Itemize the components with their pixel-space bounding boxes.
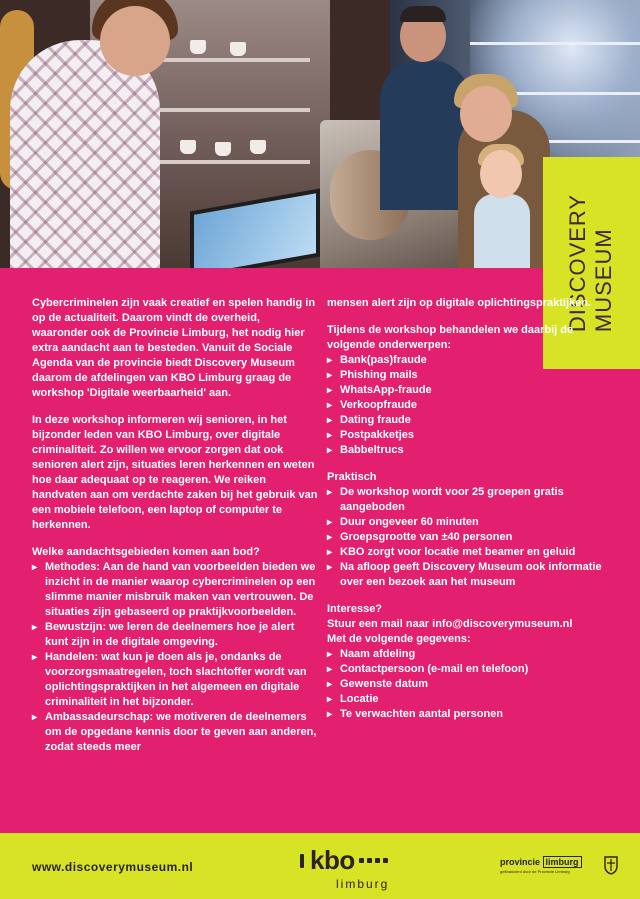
kbo-wordmark: kbo: [310, 845, 355, 875]
badge-line-2: MUSEUM: [591, 228, 617, 333]
focus-item: ▸ Bewustzijn: we leren de deelnemers hoe je alert kunt zijn in de digitale omgeving.: [32, 620, 318, 650]
topic-item: ▸ Verkoopfraude: [327, 398, 602, 413]
teacup: [190, 40, 206, 54]
detail-item: ▸ Locatie: [327, 692, 602, 707]
kbo-logo: [300, 847, 420, 893]
teacup: [250, 140, 266, 154]
kbo-dots-icon: [359, 858, 391, 863]
topic-item: ▸ Postpakketjes: [327, 428, 602, 443]
province-subtitle: gefinancierd door de Provincie Limburg: [500, 869, 570, 874]
detail-item: ▸ Contactpersoon (e-mail en telefoon): [327, 662, 602, 677]
kbo-dots-icon: [300, 854, 307, 868]
man-hair: [400, 6, 446, 22]
kbo-limburg-text: limburg: [336, 877, 390, 891]
intro-paragraph: Cybercriminelen zijn vaak creatief en spelen handig in op de actualiteit. Daarom vindt de overheid, waaronder ook de Provincie Limburg, het nodig hier extra aandacht aan te besteden. Vanuit de Sociale Agenda van de provincie biedt Discovery Museum daarom de afdelingen van KBO Limburg graag de workshop 'Digitale weerbaarheid' aan.: [32, 297, 316, 399]
practical-item: ▸ Na afloop geeft Discovery Museum ook informatie over een bezoek aan het museum: [327, 560, 602, 590]
teacup: [215, 142, 231, 156]
interest-details-line: Met de volgende gegevens:: [327, 633, 471, 645]
practical-list: [327, 485, 602, 590]
practical-heading: Praktisch: [327, 471, 377, 483]
man-visitor: [380, 60, 470, 210]
practical-item: ▸ KBO zorgt voor locatie met beamer en geluid: [327, 545, 602, 560]
focus-item: ▸ Handelen: wat kun je doen als je, ondanks de voorzorgsmaatregelen, toch slachtoffer wordt van oplichtingspraktijken in het algemeen en digitale criminaliteit in het bijzonder.: [32, 650, 318, 710]
topic-item: ▸ Dating fraude: [327, 413, 602, 428]
detail-item: ▸ Gewenste datum: [327, 677, 602, 692]
teacup: [180, 140, 196, 154]
continued-paragraph: mensen alert zijn op digitale oplichtingspraktijken.: [327, 297, 592, 309]
right-column: [327, 296, 602, 734]
topic-item: ▸ Babbeltrucs: [327, 443, 602, 458]
province-word: provincie: [500, 857, 541, 867]
woman-head: [100, 6, 170, 76]
child-body: [474, 194, 530, 268]
website-link[interactable]: www.discoverymuseum.nl: [32, 860, 194, 874]
topics-heading: Tijdens de workshop behandelen we daarbij de volgende onderwerpen:: [327, 324, 574, 351]
topics-list: [327, 353, 602, 458]
interest-heading: Interesse?: [327, 603, 383, 615]
provincie-limburg-logo: [500, 855, 618, 885]
focus-list: [32, 560, 318, 755]
practical-item: ▸ De workshop wordt voor 25 groepen gratis aangeboden: [327, 485, 602, 515]
practical-item: ▸ Duur ongeveer 60 minuten: [327, 515, 602, 530]
detail-item: ▸ Te verwachten aantal personen: [327, 707, 602, 722]
focus-heading: Welke aandachtsgebieden komen aan bod?: [32, 546, 260, 558]
grandmother-head: [460, 86, 512, 142]
body-paragraph: In deze workshop informeren wij senioren, in het bijzonder leden van KBO Limburg, over digitale criminaliteit. Zo willen we ervoor zorgen dat ook senioren alert zijn, situaties leren herkennen en weten hoe daar adequaat op te reageren. We reiken handvaten aan om verdachte zaken bij het gebruik van een mobiele telefoon, een laptop of computer te herkennen.: [32, 414, 318, 531]
topic-item: ▸ WhatsApp-fraude: [327, 383, 602, 398]
details-list: [327, 647, 602, 722]
focus-item: ▸ Ambassadeurschap: we motiveren de deelnemers om de opgedane kennis door te geven aan anderen, zodat steeds meer: [32, 710, 318, 755]
province-crest-icon: [604, 855, 618, 875]
topic-item: ▸ Bank(pas)fraude: [327, 353, 602, 368]
focus-item: ▸ Methodes: Aan de hand van voorbeelden bieden we inzicht in de manier waarop cybercriminelen op een slimme manier misbruik maken van vertrouwen. De situaties zijn gebaseerd op praktijkvoorbeelden.: [32, 560, 318, 620]
child-head: [480, 150, 522, 198]
cabinet-shelf: [470, 42, 640, 45]
teacup: [230, 42, 246, 56]
province-limburg-word: limburg: [543, 856, 582, 868]
detail-item: ▸ Naam afdeling: [327, 647, 602, 662]
badge-line-1: DISCOVERY: [565, 193, 591, 333]
topic-item: ▸ Phishing mails: [327, 368, 602, 383]
left-column: [32, 296, 318, 767]
interest-email-line: Stuur een mail naar info@discoverymuseum.nl: [327, 618, 573, 630]
footer-bar: [0, 833, 640, 899]
practical-item: ▸ Groepsgrootte van ±40 personen: [327, 530, 602, 545]
